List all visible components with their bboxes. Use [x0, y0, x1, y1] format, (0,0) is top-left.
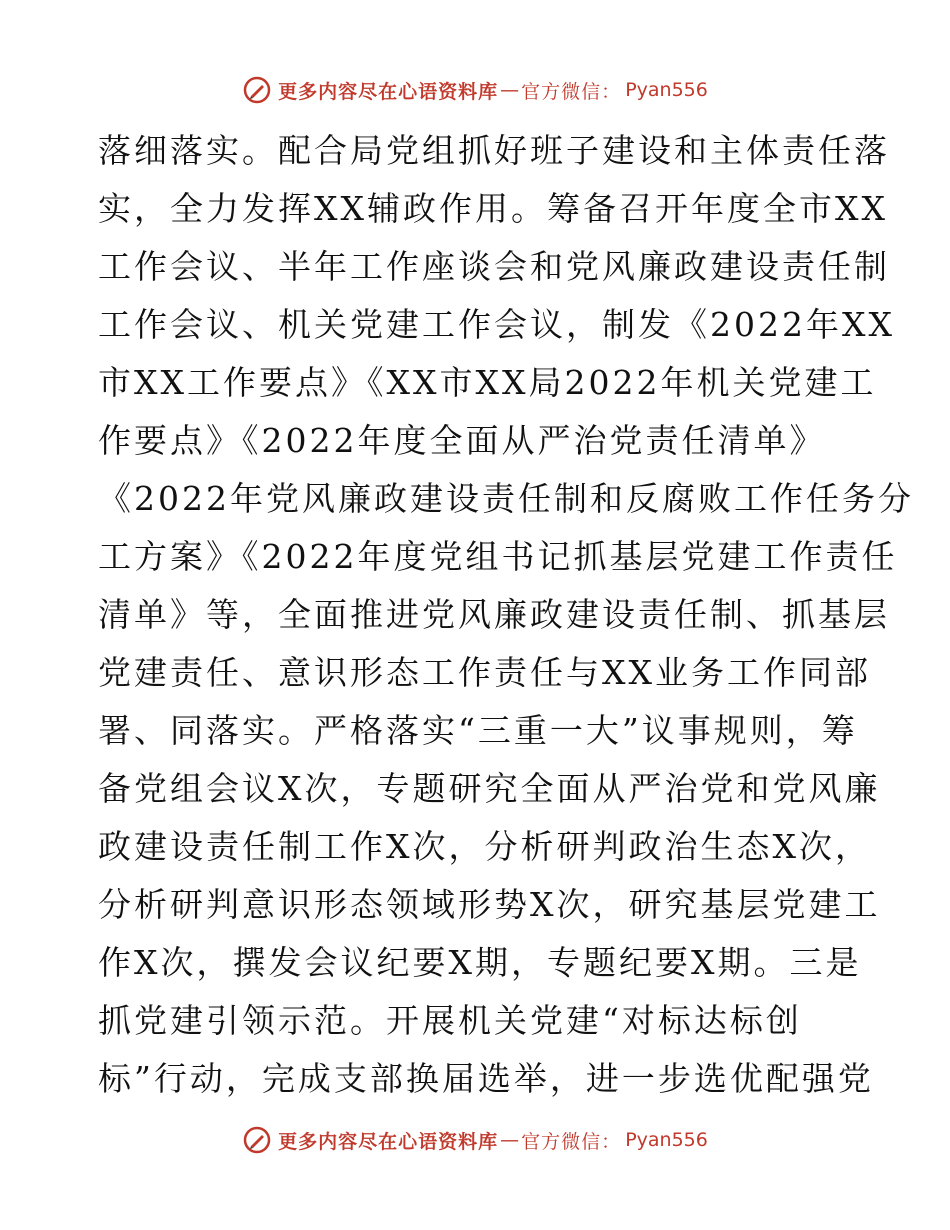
text-line: 署、同落实。严格落实“三重一大”议事规则，筹 — [98, 711, 858, 750]
footer-wechat-id: Pyan556 — [625, 1129, 708, 1151]
text-line: 落细落实。配合局党组抓好班子建设和主体责任落 — [98, 131, 890, 170]
text-line: 作X次，撰发会议纪要X期，专题纪要X期。三是 — [98, 943, 862, 982]
header-brand-text: 更多内容尽在心语资料库 — [278, 80, 499, 103]
text-line: 标”行动，完成支部换届选举，进一步选优配强党 — [98, 1059, 874, 1098]
text-line: 工作会议、半年工作座谈会和党风廉政建设责任制 — [98, 247, 890, 286]
body-paragraph — [98, 122, 914, 1108]
text-line: 工作会议、机关党建工作会议，制发《2022年XX — [98, 305, 895, 344]
text-line: 政建设责任制工作X次，分析研判政治生态X次， — [98, 827, 871, 866]
text-line: 市XX工作要点》《XX市XX局2022年机关党建工 — [98, 363, 877, 402]
text-line: 党建责任、意识形态工作责任与XX业务工作同部 — [98, 653, 871, 692]
footer-dash: — — [500, 1129, 520, 1151]
header-wechat-id: Pyan556 — [625, 79, 708, 101]
footer-brand-text: 更多内容尽在心语资料库 — [278, 1130, 499, 1153]
text-line: 备党组会议X次，专题研究全面从严治党和党风廉 — [98, 769, 881, 808]
footer-contact-label: 官方微信： — [521, 1130, 622, 1153]
header-dash: — — [500, 79, 520, 101]
pen-circle-icon — [242, 75, 272, 105]
text-line: 作要点》《2022年度全面从严治党责任清单》 — [98, 421, 826, 460]
text-line: 《2022年党风廉政建设责任制和反腐败工作任务分 — [98, 479, 914, 518]
text-line: 清单》等，全面推进党风廉政建设责任制、抓基层 — [98, 595, 890, 634]
text-line: 分析研判意识形态领域形势X次，研究基层党建工 — [98, 885, 881, 924]
header-banner — [0, 70, 950, 110]
header-contact-label: 官方微信： — [521, 80, 622, 103]
pen-circle-icon — [242, 1125, 272, 1155]
text-line: 实，全力发挥XX辅政作用。筹备召开年度全市XX — [98, 189, 888, 228]
text-line: 工方案》《2022年度党组书记抓基层党建工作责任 — [98, 537, 898, 576]
text-line: 抓党建引领示范。开展机关党建“对标达标创 — [98, 1001, 802, 1040]
footer-banner — [0, 1120, 950, 1160]
